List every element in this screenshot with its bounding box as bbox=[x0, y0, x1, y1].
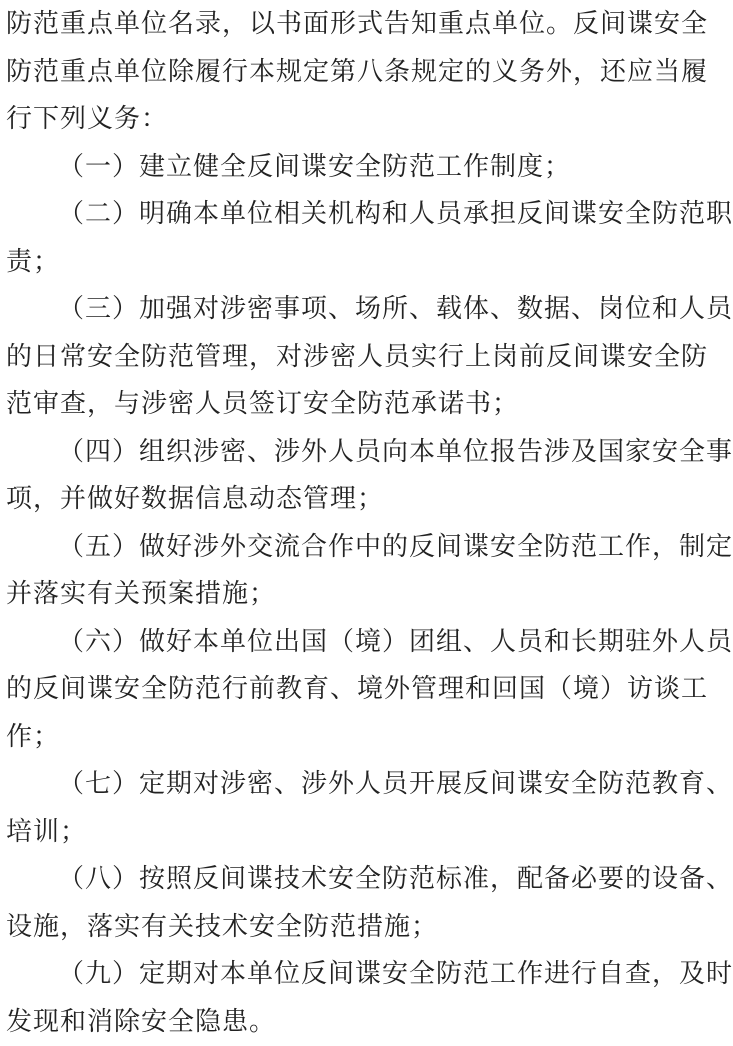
clause-9-line: （九）定期对本单位反间谍安全防范工作进行自查，及时 bbox=[6, 951, 634, 999]
text-line: 范审查，与涉密人员签订安全防范承诺书； bbox=[6, 381, 634, 429]
text-line: 的日常安全防范管理，对涉密人员实行上岗前反间谍安全防 bbox=[6, 334, 634, 382]
clause-2-line: （二）明确本单位相关机构和人员承担反间谍安全防范职 bbox=[6, 191, 634, 239]
text-line: 并落实有关预案措施； bbox=[6, 571, 634, 619]
text-line: 项，并做好数据信息动态管理； bbox=[6, 476, 634, 524]
text-line: 作； bbox=[6, 714, 634, 762]
text-line: 的反间谍安全防范行前教育、境外管理和回国（境）访谈工 bbox=[6, 666, 634, 714]
clause-3-line: （三）加强对涉密事项、场所、载体、数据、岗位和人员 bbox=[6, 286, 634, 334]
text-line: 发现和消除安全隐患。 bbox=[6, 999, 634, 1046]
text-line: 行下列义务： bbox=[6, 96, 634, 144]
clause-1-line: （一）建立健全反间谍安全防范工作制度； bbox=[6, 144, 634, 192]
clause-8-line: （八）按照反间谍技术安全防范标准，配备必要的设备、 bbox=[6, 856, 634, 904]
text-line: 防范重点单位除履行本规定第八条规定的义务外，还应当履 bbox=[6, 49, 634, 97]
clause-5-line: （五）做好涉外交流合作中的反间谍安全防范工作，制定 bbox=[6, 524, 634, 572]
text-line: 设施，落实有关技术安全防范措施； bbox=[6, 904, 634, 952]
text-line: 防范重点单位名录，以书面形式告知重点单位。反间谍安全 bbox=[6, 1, 634, 49]
clause-6-line: （六）做好本单位出国（境）团组、人员和长期驻外人员 bbox=[6, 619, 634, 667]
clause-7-line: （七）定期对涉密、涉外人员开展反间谍安全防范教育、 bbox=[6, 761, 634, 809]
text-line: 责； bbox=[6, 239, 634, 287]
text-line: 培训； bbox=[6, 809, 634, 857]
clause-4-line: （四）组织涉密、涉外人员向本单位报告涉及国家安全事 bbox=[6, 429, 634, 477]
